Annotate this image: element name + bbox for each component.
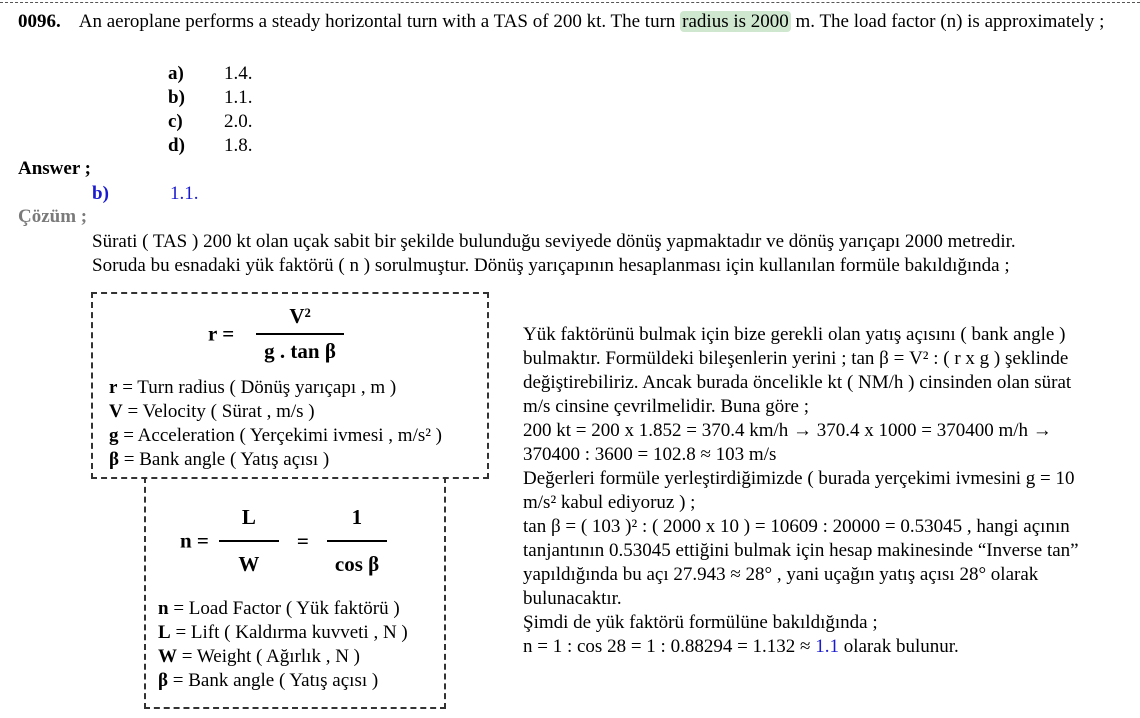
definition-row <box>158 645 408 669</box>
final-prefix: n = 1 : cos 28 = 1 : 0.88294 = 1.132 ≈ <box>523 636 816 657</box>
def-text: = Bank angle ( Yatış açısı ) <box>168 670 379 691</box>
radius-numerator: V² <box>289 304 311 328</box>
option-value: 2.0. <box>224 111 253 132</box>
solution-intro-line: Soruda bu esnadaki yük faktörü ( n ) sorulmuştur. Dönüş yarıçapının hesaplanması için kullanılan formüle bakıldığında ; <box>92 255 1010 276</box>
def-symbol: V <box>109 401 123 422</box>
final-suffix: olarak bulunur. <box>838 636 959 657</box>
question-text-before: An aeroplane performs a steady horizontal turn with a TAS of 200 kt. The turn <box>78 11 681 32</box>
option-key: b) <box>168 87 185 108</box>
explanation-line: Yük faktörünü bulmak için bize gerekli olan yatış açısını ( bank angle ) <box>523 324 1066 345</box>
final-result-line <box>523 635 1135 659</box>
radius-definitions <box>109 376 442 472</box>
option-value: 1.4. <box>224 63 253 84</box>
explanation-line: tan β = ( 103 )² : ( 2000 x 10 ) = 10609 : 20000 = 0.53045 , hangi açının <box>523 516 1070 537</box>
definition-row <box>109 400 442 424</box>
explanation-line: 370400 : 3600 = 102.8 ≈ 103 m/s <box>523 444 777 465</box>
def-text: = Acceleration ( Yerçekimi ivmesi , m/s² ) <box>118 425 443 446</box>
def-symbol: L <box>158 622 171 643</box>
option-value: 1.1. <box>224 87 253 108</box>
definition-row <box>158 597 408 621</box>
radius-lhs: r = <box>208 321 235 346</box>
solution-label: Çözüm ; <box>18 206 88 227</box>
radius-formula <box>208 304 344 364</box>
definition-row <box>158 621 408 645</box>
explanation-line: değiştirebiliriz. Ancak burada öncelikle kt ( NM/h ) cinsinden olan sürat <box>523 372 1072 393</box>
def-symbol: β <box>109 449 120 470</box>
def-symbol: n <box>158 598 169 619</box>
explanation-line: Değerleri formüle yerleştirdiğimizde ( burada yerçekimi ivmesini g = 10 <box>523 468 1075 489</box>
definition-row <box>109 376 442 400</box>
def-symbol: β <box>158 670 169 691</box>
explanation-line: m/s cinsine çevrilmelidir. Buna göre ; <box>523 396 809 417</box>
def-symbol: W <box>158 646 177 667</box>
radius-denominator: g . tan β <box>256 333 344 364</box>
final-result: 1.1 <box>815 636 839 657</box>
load-factor-definitions <box>158 597 408 693</box>
explanation-line: Şimdi de yük faktörü formülüne bakıldığında ; <box>523 612 878 633</box>
lift-weight-fraction <box>219 505 279 577</box>
answer-number: 1.1. <box>170 183 199 204</box>
explanation-line: bulmaktır. Formüldeki bileşenlerin yerini ; tan β = V² : ( r x g ) şeklinde <box>523 348 1069 369</box>
def-text: = Bank angle ( Yatış açısı ) <box>119 449 330 470</box>
radius-fraction <box>256 304 344 364</box>
definition-row <box>109 424 442 448</box>
question-highlight: radius is 2000 <box>682 11 789 32</box>
explanation-line: 200 kt = 200 x 1.852 = 370.4 km/h → 370.4 x 1000 = 370400 m/h → <box>523 420 1052 441</box>
explanation-line: yapıldığında bu açı 27.943 ≈ 28° , yani uçağın yatış açısı 28° olarak <box>523 564 1039 585</box>
solution-intro-line: Sürati ( TAS ) 200 kt olan uçak sabit bir şekilde bulunduğu seviyede dönüş yapmaktadır ve dönüş yarıçapı 2000 metredir. <box>92 231 1016 252</box>
question-text-after: m. The load factor (n) is approximately ; <box>790 11 1105 32</box>
lift-numerator: L <box>241 505 256 529</box>
solution-intro <box>92 230 1137 278</box>
one-numerator: 1 <box>351 505 363 529</box>
question <box>18 10 1128 34</box>
def-symbol: g <box>109 425 119 446</box>
option-value: 1.8. <box>224 135 253 156</box>
answer-key: b) <box>92 183 109 204</box>
definition-row <box>109 448 442 472</box>
formula-box-load-factor <box>144 477 446 709</box>
def-symbol: r <box>109 377 118 398</box>
def-text: = Lift ( Kaldırma kuvveti , N ) <box>170 622 408 643</box>
top-divider <box>0 2 1140 3</box>
load-factor-formula <box>180 505 387 577</box>
option-c <box>168 110 288 134</box>
answer-value <box>92 182 252 206</box>
explanation-text <box>523 323 1135 659</box>
option-b <box>168 86 288 110</box>
cos-denominator: cos β <box>327 540 387 577</box>
def-text: = Weight ( Ağırlık , N ) <box>177 646 360 667</box>
explanation-line: bulunacaktır. <box>523 588 622 609</box>
explanation-line: tanjantının 0.53045 ettiğini bulmak için hesap makinesinde “Inverse tan” <box>523 540 1079 561</box>
option-key: d) <box>168 135 185 156</box>
def-text: = Velocity ( Sürat , m/s ) <box>122 401 315 422</box>
formula-box-radius <box>91 292 489 479</box>
option-a <box>168 62 288 86</box>
option-key: c) <box>168 111 183 132</box>
definition-row <box>158 669 408 693</box>
answer-label: Answer ; <box>18 158 92 179</box>
cos-fraction <box>327 505 387 577</box>
option-d <box>168 134 288 158</box>
explanation-line: m/s² kabul ediyoruz ) ; <box>523 492 696 513</box>
def-text: = Turn radius ( Dönüş yarıçapı , m ) <box>117 377 397 398</box>
load-factor-lhs: n = <box>180 528 209 553</box>
equals-sign: = <box>296 528 309 553</box>
option-key: a) <box>168 63 184 84</box>
def-text: = Load Factor ( Yük faktörü ) <box>168 598 400 619</box>
weight-denominator: W <box>219 540 279 577</box>
question-number: 0096. <box>18 11 61 32</box>
